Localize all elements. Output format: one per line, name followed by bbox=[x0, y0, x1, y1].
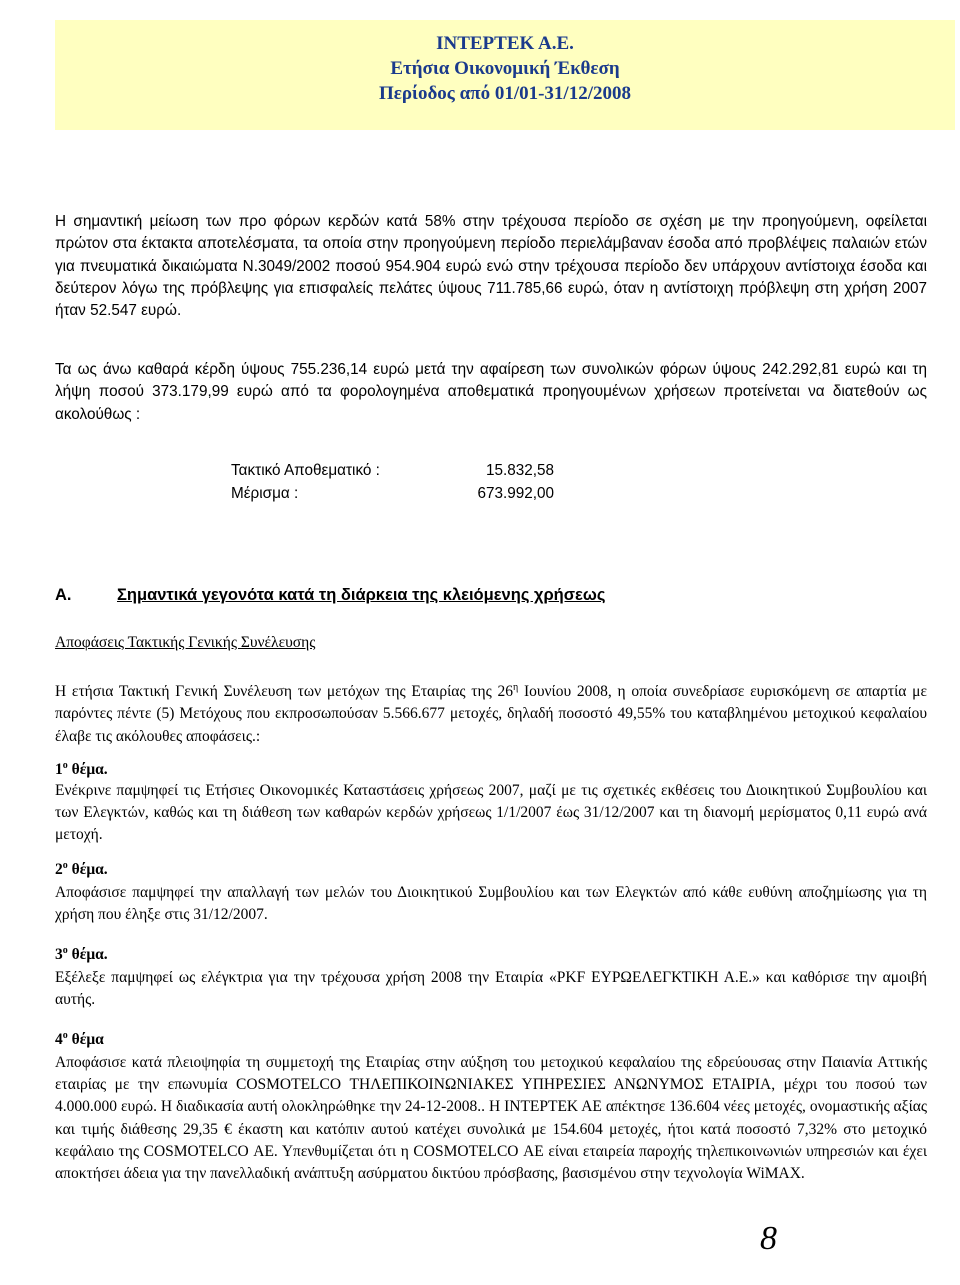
intro-paragraph: Η σημαντική μείωση των προ φόρων κερδών κατά 58% στην τρέχουσα περίοδο σε σχέση με την προηγούμενη, οφείλεται πρώτον στα έκτακτα αποτελέσματα, τα οποία στην προηγούμενη περίοδο περιελάμβαναν έσοδα από προβλέψεις παλαιών ετών για πνευματικά δικαιώματα Ν.3049/2002 ποσού 954.904 ευρώ ενώ στην τρέχουσα περίοδο δεν υπάρχουν αντίστοιχα έσοδα και δεύτερον λόγω της πρόβλεψης για επισφαλείς πελάτες ύψους 711.785,66 ευρώ, όταν η αντίστοιχη πρόβλεψη στη χρήση 2007 ήταν 52.547 ευρώ. bbox=[55, 213, 927, 320]
company-name: ΙΝΤΕΡΤΕΚ Α.Ε. bbox=[436, 33, 574, 54]
distribution-value: 673.992,00 bbox=[477, 485, 554, 502]
distribution-label: Τακτικό Αποθεματικό : bbox=[231, 462, 380, 479]
item-heading: $2^o$ θέμα. bbox=[55, 860, 108, 879]
profit-paragraph: Τα ως άνω καθαρά κέρδη ύψους 755.236,14 ευρώ μετά την αφαίρεση των συνολικών φόρων ύψους 242.292,81 ευρώ και τη λήψη ποσού 373.179,99 ευρώ από τα φορολογημένα αποθεματικά προηγουμένων χρήσεων προτείνεται να διατεθούν ως ακολούθως : bbox=[55, 361, 927, 423]
assembly-sup: η bbox=[512, 682, 519, 693]
distribution-row bbox=[231, 460, 554, 483]
distribution-value: 15.832,58 bbox=[485, 462, 554, 479]
report-period: Περίοδος από 01/01-31/12/2008 bbox=[378, 83, 631, 104]
section-title: Σημαντικά γεγονότα κατά τη διάρκεια της κλειόμενης χρήσεως bbox=[117, 586, 606, 604]
distribution-row bbox=[231, 483, 554, 506]
item-heading: $4^o$ θέμα bbox=[55, 1030, 104, 1049]
distribution-table bbox=[231, 460, 554, 506]
assembly-text-start: Η ετήσια Τακτική Γενική Συνέλευση των μετόχων της Εταιρίας της 26 bbox=[55, 683, 513, 701]
item-heading: $1^o$ θέμα. bbox=[55, 760, 108, 779]
item-heading: $3^o$ θέμα. bbox=[55, 945, 108, 964]
assembly-text-end: Ιουνίου 2008, η οποία συνεδρίασε ευρισκόμενη σε απαρτία με παρόντες πέντε (5) Μετόχους που εκπροσωπούσαν 5.566.677 μετοχές, δηλαδή ποσοστό 49,55% του καταβλημένου μετοχικού κεφαλαίου έλαβε τις ακόλουθες αποφάσεις.: bbox=[55, 683, 927, 745]
page-number: 8 bbox=[760, 1220, 777, 1257]
report-header bbox=[55, 20, 955, 130]
assembly-paragraph bbox=[55, 677, 927, 748]
report-title: Ετήσια Οικονομική Έκθεση bbox=[390, 58, 620, 79]
section-heading bbox=[55, 586, 606, 605]
item-text: Αποφάσισε παμψηφεί την απαλλαγή των μελών του Διοικητικού Συμβουλίου και των Ελεγκτών από κάθε ευθύνη αποζημίωσης για τη χρήση που έληξε στις 31/12/2007. bbox=[55, 884, 927, 924]
distribution-label: Μέρισμα : bbox=[231, 485, 299, 502]
subsection-title: Αποφάσεις Τακτικής Γενικής Συνέλευσης bbox=[55, 634, 316, 651]
item-text: Εξέλεξε παμψηφεί ως ελέγκτρια για την τρέχουσα χρήση 2008 την Εταιρία «PKF ΕΥΡΩΕΛΕΓΚΤΙΚΗ Α.Ε.» και καθόρισε την αμοιβή αυτής. bbox=[55, 969, 927, 1009]
item-text: Ενέκρινε παμψηφεί τις Ετήσιες Οικονομικές Καταστάσεις χρήσεως 2007, μαζί με τις σχετικές εκθέσεις του Διοικητικού Συμβουλίου και των Ελεγκτών, καθώς και τη διάθεση των καθαρών κερδών χρήσεως 1/1/2007 έως 31/12/2007 και τη διανομή μερίσματος 0,11 ευρώ ανά μετοχή. bbox=[55, 782, 927, 844]
item-text: Αποφάσισε κατά πλειοψηφία τη συμμετοχή της Εταιρίας στην αύξηση του μετοχικού κεφαλαίου της εδρεύουσας στην Παιανία Αττικής εταιρίας με την επωνυμία COSMOTELCO ΤΗΛΕΠΙΚΟΙΝΩΝΙΑΚΕΣ ΥΠΗΡΕΣΙΕΣ ΑΝΩΝΥΜΟΣ ΕΤΑΙΡΙΑ, μέχρι του ποσού των 4.000.000 ευρώ. Η διαδικασία αυτή ολοκληρώθηκε την 24-12-2008.. Η ΙΝΤΕΡΤΕΚ ΑΕ απέκτησε 136.604 νέες μετοχές, ονομαστικής αξίας και τιμής διάθεσης 29,35 € έκαστη και κατόπιν αυτού κατέχει συνολικά με 154.604 μετοχές, ήτοι κατά ποσοστό 7,32% στο μετοχικό κεφάλαιο της COSMOTELCO ΑΕ. Υπενθυμίζεται ότι η COSMOTELCO ΑΕ είναι εταιρεία παροχής τηλεπικοινωνιών υπηρεσιών και έχει αποκτήσει άδεια για την πανελλαδική ανάπτυξη ασύρματου δικτύου πρόσβασης, βασισμένου στην τεχνολογία WiMAX. bbox=[55, 1054, 927, 1183]
section-letter: Α. bbox=[55, 586, 72, 604]
